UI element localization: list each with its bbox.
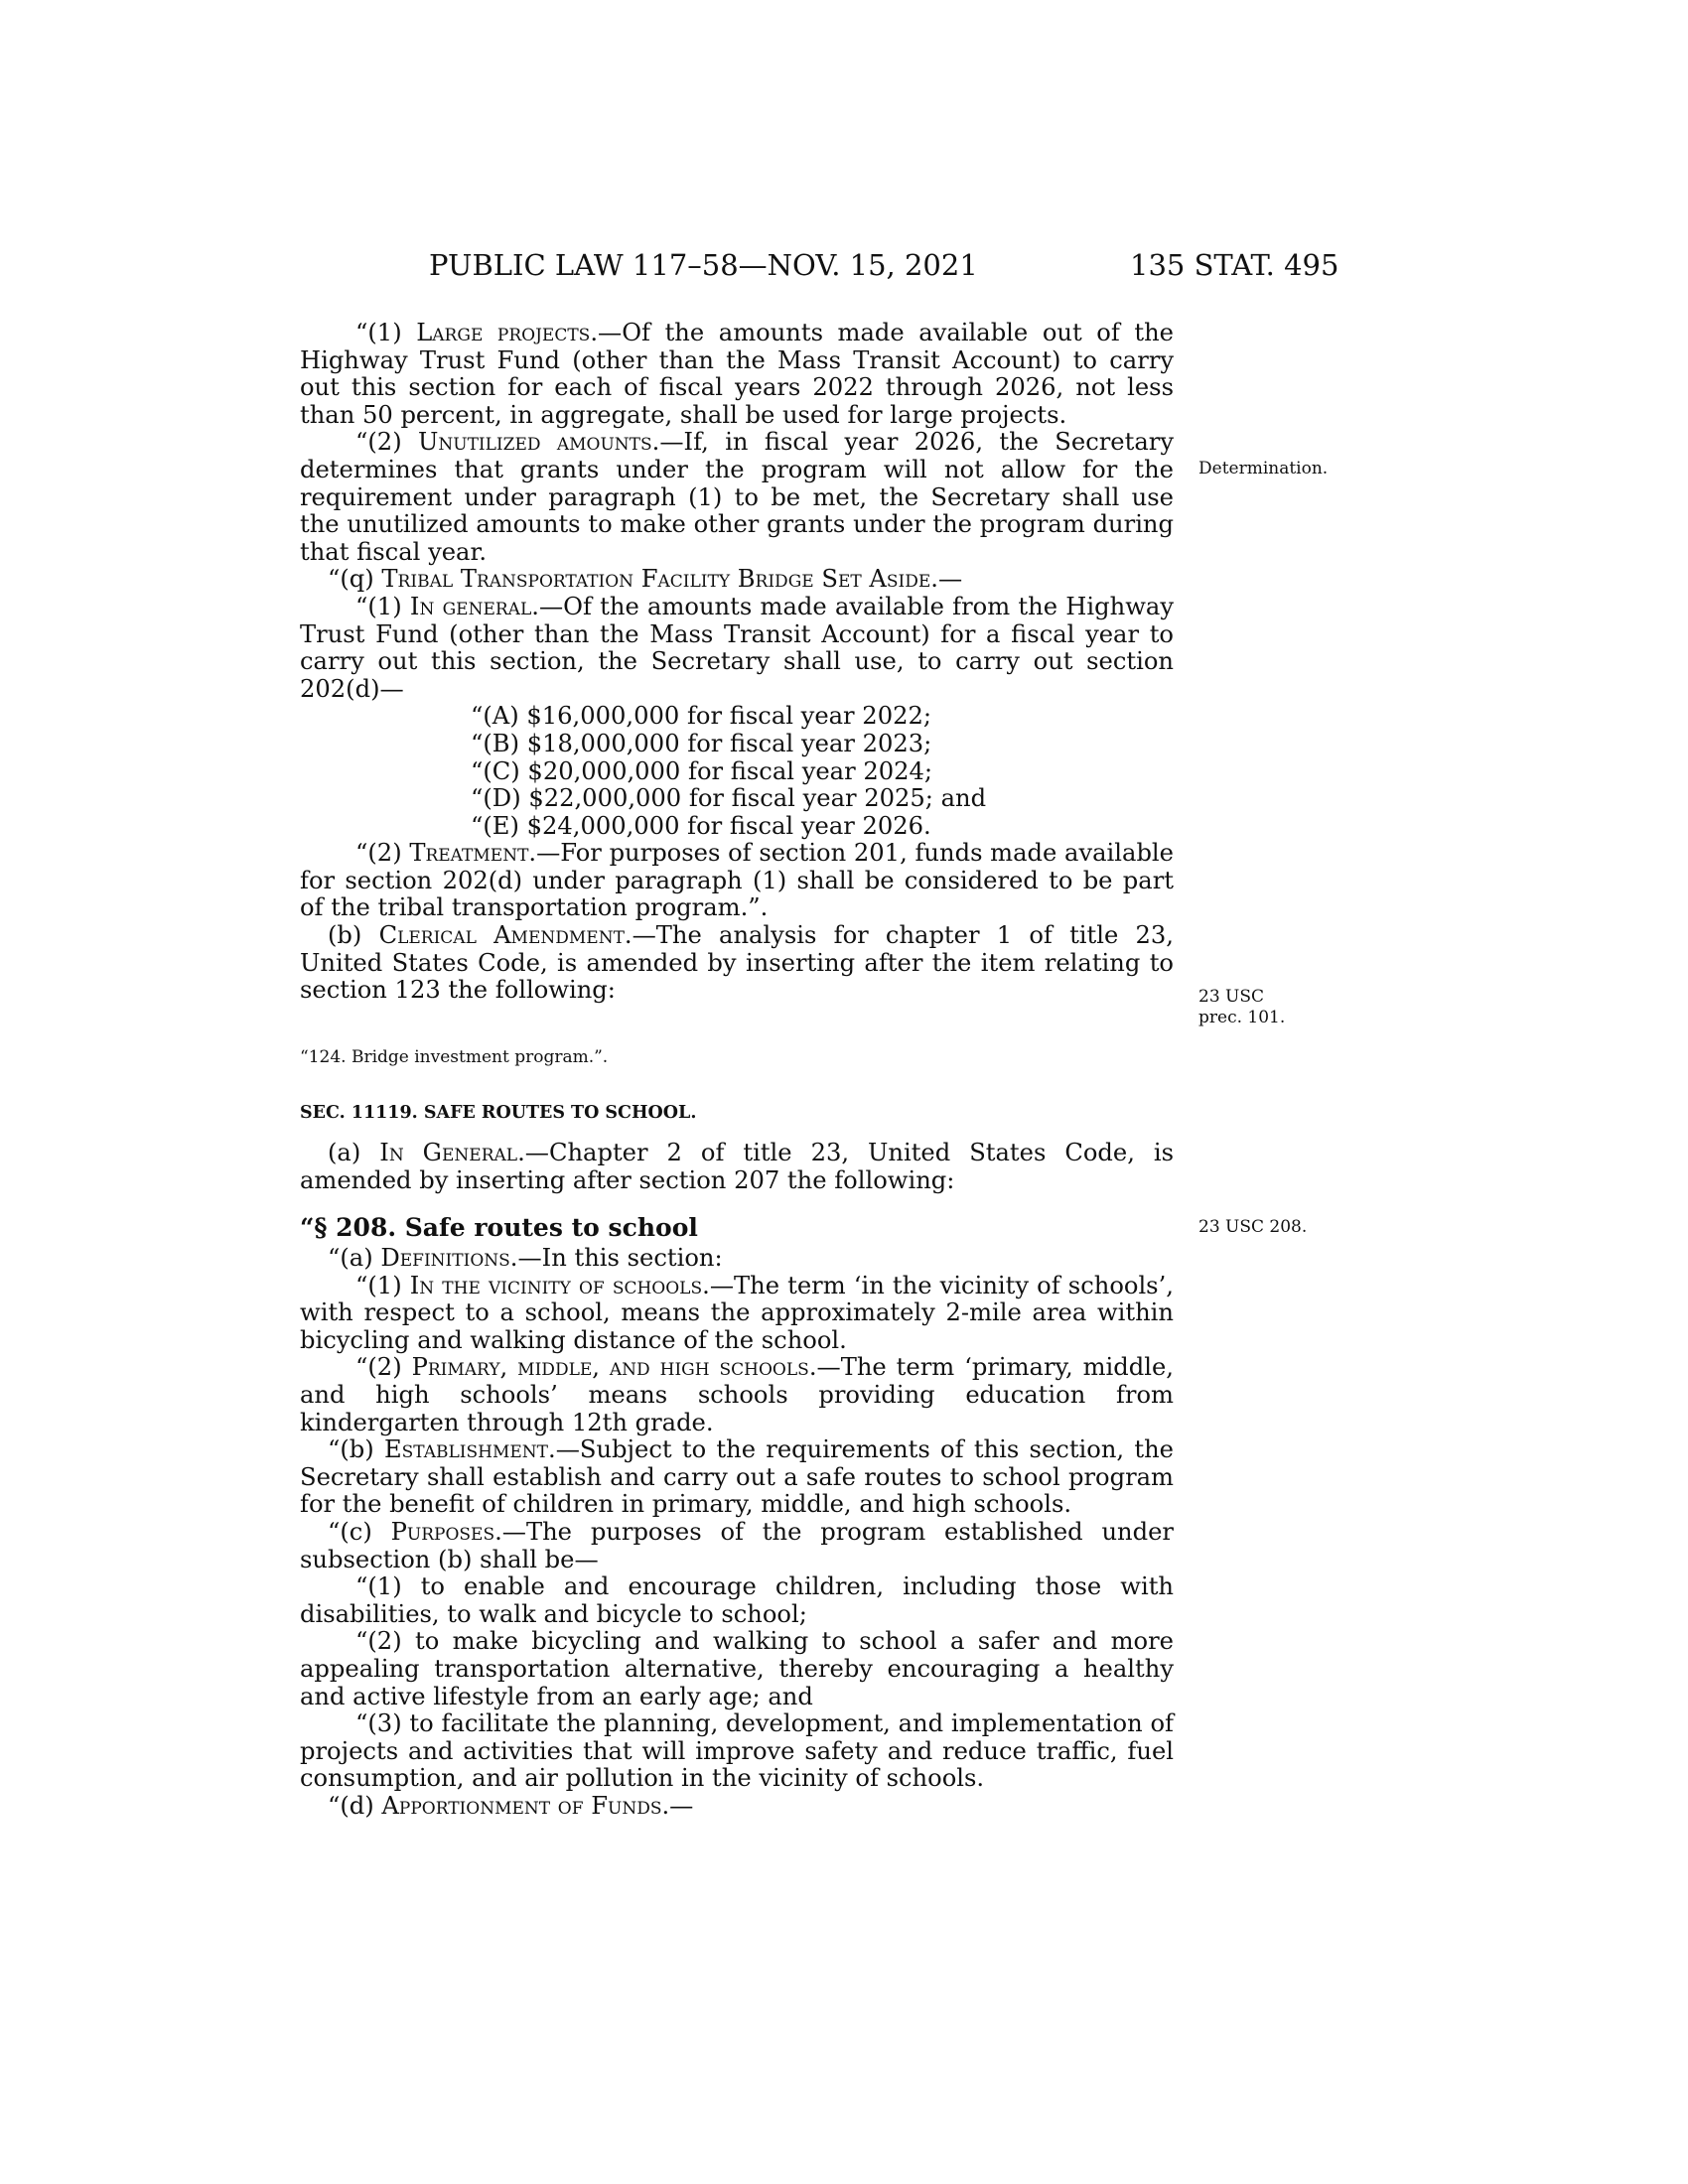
- paragraph: “(a) Definitions.—In this section:: [328, 1244, 723, 1272]
- section-208-title: “§ 208. Safe routes to school: [300, 1213, 698, 1242]
- paragraph: “(1) to enable and encourage children, including those with disabilities, to walk and bicycle to school;: [300, 1572, 1174, 1628]
- margin-note-determination: Determination.: [1198, 459, 1329, 478]
- paragraph: “(2) to make bicycling and walking to school a safer and more appealing transportation alternative, thereby encouraging a healthy and active lifestyle from an early age; and: [300, 1627, 1174, 1710]
- paragraph: (b) Clerical Amendment.—The analysis for chapter 1 of title 23, United States Code, is amended by inserting after the item relating to section 123 the following:: [300, 921, 1174, 1005]
- margin-note-usc-208: 23 USC 208.: [1198, 1217, 1308, 1237]
- statute-page-number: 135 STAT. 495: [1130, 248, 1339, 282]
- list-item: “(B) $18,000,000 for fiscal year 2023;: [471, 729, 932, 757]
- margin-note-usc: 23 USC: [1198, 987, 1265, 1007]
- subsection-heading: “(q) Tribal Transportation Facility Bridge Set Aside.—: [328, 565, 963, 594]
- paragraph: “(1) In the vicinity of schools.—The term ‘in the vicinity of schools’, with respect to a school, means the approximately 2-mile area within bicycling and walking distance of the school.: [300, 1271, 1174, 1354]
- paragraph: “(1) In general.—Of the amounts made available from the Highway Trust Fund (other than the Mass Transit Account) for a fiscal year to carry out this section, the Secretary shall use, to carry out section 202(d)—: [300, 592, 1174, 703]
- section-heading: SEC. 11119. SAFE ROUTES TO SCHOOL.: [300, 1103, 697, 1123]
- paragraph: “(2) Primary, middle, and high schools.—The term ‘primary, middle, and high schools’ means schools providing education from kindergarten through 12th grade.: [300, 1353, 1174, 1436]
- paragraph: “(b) Establishment.—Subject to the requirements of this section, the Secretary shall establish and carry out a safe routes to school program for the benefit of children in primary, middle, and high schools.: [300, 1435, 1174, 1519]
- text-block-2: [300, 1140, 1174, 1194]
- paragraph: “(1) Large projects.—Of the amounts made available out of the Highway Trust Fund (other than the Mass Transit Account) to carry out this section for each of fiscal years 2022 through 2026, not less than 50 percent, in aggregate, shall be used for large projects.: [300, 319, 1174, 429]
- text-block-3: [300, 1245, 1174, 1820]
- paragraph: “(2) Unutilized amounts.—If, in fiscal year 2026, the Secretary determines that grants under the program will not allow for the requirement under paragraph (1) to be met, the Secretary shall use the unutilized amounts to make other grants under the program during that fiscal year.: [300, 428, 1174, 566]
- clerical-item: “124. Bridge investment program.”.: [300, 1047, 609, 1067]
- list-item: “(D) $22,000,000 for fiscal year 2025; and: [471, 784, 987, 813]
- list-item: “(C) $20,000,000 for fiscal year 2024;: [471, 756, 933, 785]
- paragraph: “(c) Purposes.—The purposes of the program established under subsection (b) shall be—: [300, 1517, 1174, 1573]
- list-item: “(E) $24,000,000 for fiscal year 2026.: [471, 811, 931, 840]
- running-header: PUBLIC LAW 117–58—NOV. 15, 2021: [429, 248, 978, 282]
- paragraph: “(2) Treatment.—For purposes of section 201, funds made available for section 202(d) under paragraph (1) shall be considered to be part of the tribal transportation program.”.: [300, 839, 1174, 922]
- paragraph: “(d) Apportionment of Funds.—: [328, 1791, 694, 1820]
- text-block-1: [300, 320, 1174, 1005]
- list-item: “(A) $16,000,000 for fiscal year 2022;: [471, 702, 932, 731]
- paragraph: (a) In General.—Chapter 2 of title 23, United States Code, is amended by inserting after section 207 the following:: [300, 1139, 1175, 1194]
- margin-note-prec: prec. 101.: [1198, 1008, 1286, 1027]
- paragraph: “(3) to facilitate the planning, development, and implementation of projects and activities that will improve safety and reduce traffic, fuel consumption, and air pollution in the vicinity of schools.: [300, 1709, 1174, 1793]
